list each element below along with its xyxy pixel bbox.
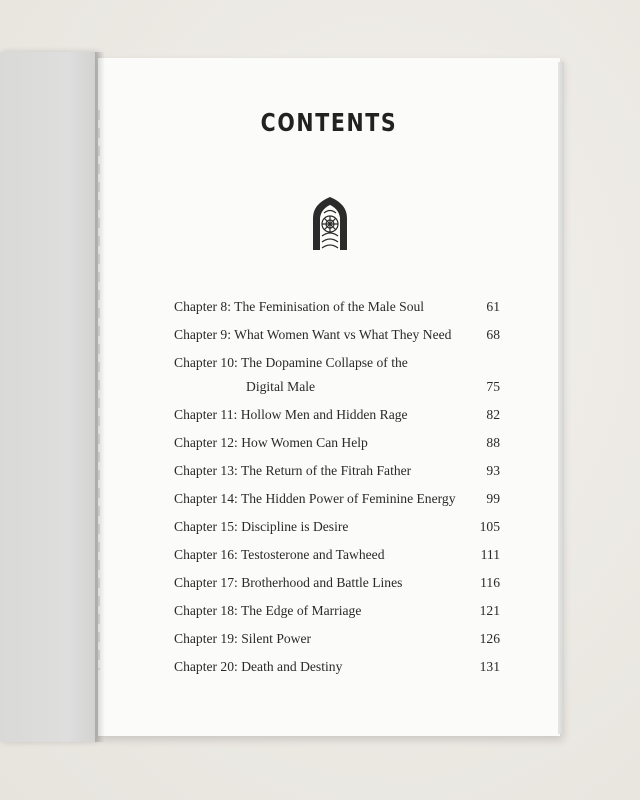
toc-entry-page: 126 bbox=[479, 631, 500, 646]
toc-entry bbox=[174, 457, 500, 485]
table-of-contents bbox=[174, 293, 500, 681]
toc-entry-label: Chapter 19: Silent Power bbox=[174, 631, 312, 646]
toc-entry-label: Chapter 20: Death and Destiny bbox=[174, 659, 343, 674]
toc-entry-page: 121 bbox=[479, 603, 500, 618]
contents-title: CONTENTS bbox=[260, 108, 398, 137]
toc-entry-label: Chapter 12: How Women Can Help bbox=[174, 435, 368, 450]
left-page bbox=[0, 52, 97, 742]
toc-entry-page: 111 bbox=[480, 547, 500, 562]
toc-entry-page: 99 bbox=[486, 491, 500, 506]
toc-entry-page: 68 bbox=[486, 327, 500, 342]
toc-entry-label: Chapter 17: Brotherhood and Battle Lines bbox=[174, 575, 403, 590]
toc-entry bbox=[174, 541, 500, 569]
toc-entry-page: 75 bbox=[486, 379, 500, 394]
toc-entry-label: Chapter 9: What Women Want vs What They Need bbox=[174, 327, 452, 342]
toc-entry-label: Chapter 14: The Hidden Power of Feminine Energy bbox=[174, 491, 456, 506]
toc-entry-label: Chapter 11: Hollow Men and Hidden Rage bbox=[174, 407, 408, 422]
arch-mosaic-icon bbox=[311, 196, 349, 250]
toc-entry-label: Chapter 18: The Edge of Marriage bbox=[174, 603, 362, 618]
toc-entry-page: 116 bbox=[480, 575, 500, 590]
toc-entry-page: 82 bbox=[486, 407, 500, 422]
toc-entry bbox=[174, 401, 500, 429]
toc-entry-page: 105 bbox=[479, 519, 500, 534]
page-edge bbox=[558, 62, 564, 734]
toc-entry-page: 61 bbox=[486, 299, 500, 314]
toc-entry bbox=[174, 513, 500, 541]
toc-entry-page: 93 bbox=[486, 463, 500, 478]
toc-entry-label: Chapter 13: The Return of the Fitrah Father bbox=[174, 463, 412, 478]
spine-shadow bbox=[95, 52, 105, 742]
toc-entry-label: Chapter 16: Testosterone and Tawheed bbox=[174, 547, 385, 562]
toc-entry bbox=[174, 293, 500, 321]
toc-entry bbox=[174, 349, 500, 401]
toc-entry-label: Chapter 10: The Dopamine Collapse of the bbox=[174, 355, 408, 370]
toc-entry bbox=[174, 653, 500, 681]
toc-entry-label: Chapter 15: Discipline is Desire bbox=[174, 519, 349, 534]
toc-entry bbox=[174, 597, 500, 625]
toc-entry-page: 131 bbox=[479, 659, 500, 674]
toc-entry bbox=[174, 321, 500, 349]
toc-entry-page: 88 bbox=[486, 435, 500, 450]
toc-entry bbox=[174, 625, 500, 653]
toc-entry bbox=[174, 485, 500, 513]
toc-entry bbox=[174, 429, 500, 457]
toc-entry-label-continued: Digital Male bbox=[246, 379, 316, 394]
toc-entry bbox=[174, 569, 500, 597]
toc-entry-label: Chapter 8: The Feminisation of the Male Soul bbox=[174, 299, 425, 314]
binding-stitch bbox=[98, 110, 100, 670]
